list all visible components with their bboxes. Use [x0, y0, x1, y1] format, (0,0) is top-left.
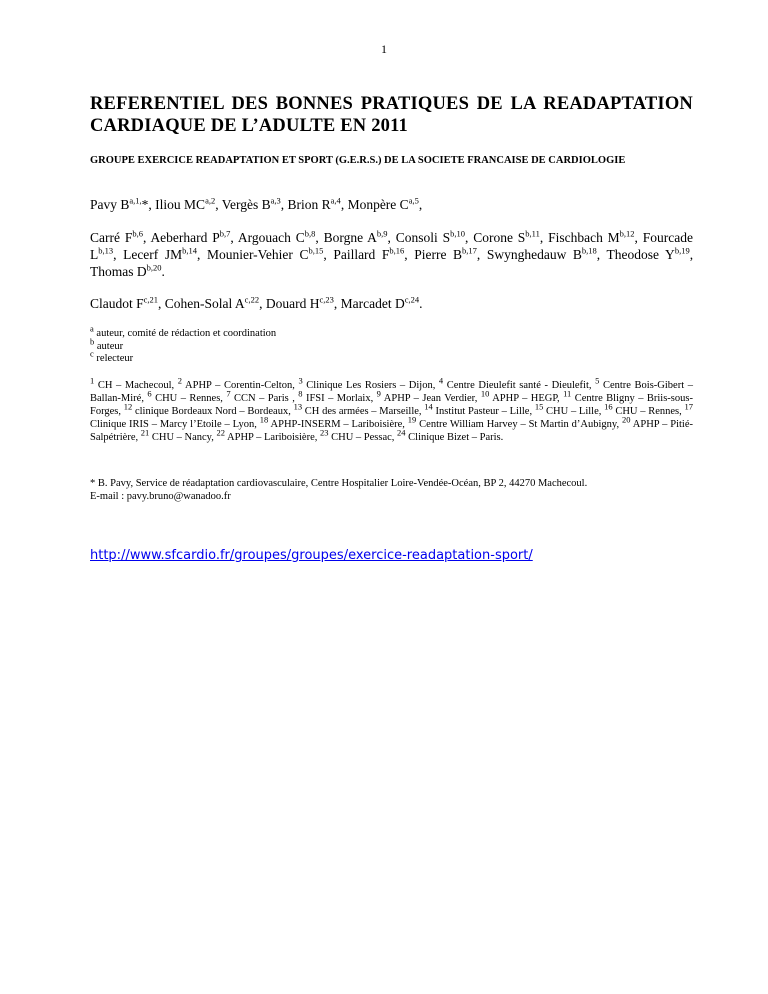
legend-text: relecteur [93, 353, 134, 364]
affiliation-number: 23 [319, 427, 329, 438]
author-affiliation-ref: b,14 [182, 245, 197, 256]
affiliation-number: 7 [226, 388, 231, 399]
author-name: Aeberhard P [150, 230, 220, 245]
author-name: Monpère C [347, 197, 409, 212]
author-name: Douard H [265, 296, 320, 311]
document-title: REFERENTIEL DES BONNES PRATIQUES DE LA READAPTATION CARDIAQUE DE L’ADULTE EN 2011 [90, 94, 693, 136]
affiliation-text: CCN – Paris , [230, 393, 299, 404]
author-separator: , [689, 247, 694, 262]
affiliation-number: 18 [259, 414, 269, 425]
affiliation-number: 14 [424, 401, 433, 412]
author-separator: , [418, 197, 423, 212]
affiliation-text: Centre William Harvey – St Martin d’Aubigny, [416, 419, 622, 430]
author-affiliation-ref: b,6 [132, 228, 143, 239]
author-separator: , [280, 197, 288, 212]
author-separator: , [259, 296, 266, 311]
author-separator: , [113, 247, 124, 262]
author-name: Borgne A [323, 230, 377, 245]
author-affiliation-ref: a,4 [330, 195, 341, 206]
author-affiliation-ref: b,8 [304, 228, 316, 239]
author-name: Iliou MC [155, 197, 206, 212]
contact-email: E-mail : pavy.bruno@wanadoo.fr [90, 491, 231, 502]
author-affiliation-ref: b,19 [674, 245, 690, 256]
author-affiliation-ref: b,17 [462, 245, 477, 256]
author-affiliation-ref: c,23 [319, 294, 334, 305]
author-name: Pierre B [414, 247, 463, 262]
affiliation-number: 9 [376, 388, 381, 399]
affiliation-number: 16 [604, 401, 613, 412]
author-name: Fischbach M [548, 230, 620, 245]
affiliation-number: 22 [216, 427, 225, 438]
legend-key: c [90, 348, 94, 359]
legend-key: b [90, 336, 95, 346]
affiliation-number: 17 [684, 401, 693, 412]
affiliation-number: 4 [438, 375, 444, 386]
author-separator: *, [141, 197, 156, 212]
legend-key: a [90, 323, 94, 334]
affiliations [90, 375, 693, 444]
author-affiliation-ref: b,7 [219, 228, 231, 239]
author-name: Fourcade L [90, 230, 693, 262]
author-separator: , [464, 230, 474, 245]
affiliation-text: CHU – Rennes, [612, 406, 685, 417]
affiliation-text: CH des armées – Marseille, [302, 406, 425, 417]
author-affiliation-ref: a,3 [270, 195, 281, 206]
author-name: Paillard F [333, 247, 390, 262]
author-name: Mounier-Vehier C [206, 247, 309, 262]
author-name: Pavy B [90, 197, 130, 212]
author-separator: , [634, 230, 643, 245]
author-affiliation-ref: b,9 [376, 228, 388, 239]
author-name: Lecerf JM [123, 247, 183, 262]
author-affiliation-ref: b,18 [581, 245, 597, 256]
affiliation-text: CHU – Pessac, [328, 432, 398, 443]
author-name: Brion R [287, 197, 331, 212]
affiliation-text: APHP – Jean Verdier, [380, 393, 481, 404]
legend-item [90, 348, 693, 366]
author-affiliation-ref: b,16 [389, 245, 405, 256]
author-separator: , [476, 247, 487, 262]
author-name: Swynghedauw B [486, 247, 582, 262]
legend-item [90, 323, 693, 341]
author-name: Thomas D [90, 264, 147, 279]
affiliation-number: 13 [293, 401, 303, 412]
affiliation-number: 20 [622, 414, 631, 425]
author-list-reviewers [90, 295, 693, 312]
author-affiliation-ref: b,11 [525, 228, 540, 239]
page-number: 1 [381, 42, 387, 56]
author-list-authors [90, 229, 693, 280]
author-name: Claudot F [90, 296, 144, 311]
author-separator: , [539, 230, 549, 245]
affiliation-text: APHP – Lariboisière, [225, 432, 320, 443]
author-name: Consoli S [395, 230, 451, 245]
author-separator: , [404, 247, 415, 262]
author-separator: , [197, 247, 207, 262]
author-name: Carré F [90, 230, 133, 245]
author-separator: , [315, 230, 324, 245]
legend-text: auteur, comité de rédaction et coordination [93, 328, 277, 339]
affiliation-number: 11 [563, 388, 572, 399]
author-separator: , [333, 296, 341, 311]
affiliation-number: 6 [147, 388, 152, 399]
author-affiliation-ref: c,24 [404, 294, 420, 305]
affiliation-number: 10 [480, 388, 490, 399]
author-separator: , [596, 247, 607, 262]
affiliation-number: 3 [298, 375, 303, 386]
affiliation-number: 1 [90, 375, 95, 386]
author-list-editors [90, 196, 693, 213]
author-separator: , [215, 197, 222, 212]
affiliation-text: Centre Dieulefit santé - Dieulefit, [443, 380, 596, 391]
author-affiliation-ref: c,21 [143, 294, 159, 305]
author-affiliation-ref: a,2 [205, 195, 216, 206]
author-separator: . [419, 296, 423, 311]
legend-text: auteur [94, 340, 124, 352]
affiliation-text: APHP – Corentin-Celton, [182, 380, 299, 391]
author-separator: , [323, 247, 334, 262]
affiliation-text: Clinique Bizet – Paris. [405, 432, 504, 443]
author-affiliation-ref: b,10 [450, 228, 465, 239]
author-name: Marcadet D [340, 296, 405, 311]
affiliation-text: clinique Bordeaux Nord – Bordeaux, [132, 406, 294, 417]
author-affiliation-ref: b,13 [98, 245, 114, 256]
author-affiliation-ref: b,15 [308, 245, 324, 256]
affiliation-number: 19 [407, 414, 417, 425]
affiliation-number: 2 [177, 375, 183, 386]
author-affiliation-ref: b,12 [619, 228, 635, 239]
role-legend [90, 323, 693, 366]
affiliation-text: Centre Bois-Gibert – Ballan-Miré, [90, 380, 693, 404]
website-link[interactable]: http://www.sfcardio.fr/groupes/groupes/exercice-readaptation-sport/ [90, 548, 533, 563]
contact-block [90, 477, 693, 503]
affiliation-text: APHP – Pitié-Salpétrière, [90, 419, 693, 443]
author-name: Corone S [473, 230, 526, 245]
document-subtitle: GROUPE EXERCICE READAPTATION ET SPORT (G.E.R.S.) DE LA SOCIETE FRANCAISE DE CARDIOLOGIE [90, 155, 626, 166]
author-name: Vergès B [221, 197, 271, 212]
author-separator: , [230, 230, 238, 245]
affiliation-text: Clinique IRIS – Marcy l’Etoile – Lyon, [90, 419, 260, 430]
affiliation-number: 5 [595, 375, 600, 386]
author-separator: , [340, 197, 348, 212]
author-affiliation-ref: c,22 [244, 294, 260, 305]
author-separator: , [387, 230, 396, 245]
author-separator: , [142, 230, 151, 245]
contact-address: * B. Pavy, Service de réadaptation cardiovasculaire, Centre Hospitalier Loire-Vendée-Océan, BP 2, 44270 Machecoul. [90, 478, 588, 489]
affiliation-text: IFSI – Morlaix, [302, 393, 377, 404]
affiliation-text: Institut Pasteur – Lille, [432, 406, 535, 417]
author-affiliation-ref: b,20 [146, 262, 162, 273]
author-separator: . [161, 264, 165, 279]
affiliation-number: 8 [298, 388, 303, 399]
author-name: Theodose Y [606, 247, 675, 262]
affiliation-number: 15 [534, 401, 544, 412]
author-separator: , [158, 296, 165, 311]
author-affiliation-ref: a,5 [408, 195, 419, 206]
author-name: Cohen-Solal A [164, 296, 245, 311]
affiliation-text: Centre Bligny – Briis-sous-Forges, [90, 393, 693, 417]
legend-item [90, 336, 693, 354]
affiliation-number: 12 [123, 401, 133, 412]
affiliation-number: 24 [397, 427, 406, 438]
author-name: Argouach C [237, 230, 305, 245]
affiliation-text: CH – Machecoul, [94, 380, 178, 391]
affiliation-text: CHU – Lille, [543, 406, 605, 417]
affiliation-text: CHU – Rennes, [151, 393, 227, 404]
affiliation-text: APHP – HEGP, [489, 393, 564, 404]
author-affiliation-ref: a,1, [129, 195, 142, 206]
affiliation-number: 21 [140, 427, 150, 438]
affiliation-text: Clinique Les Rosiers – Dijon, [302, 380, 439, 391]
affiliation-text: CHU – Nancy, [149, 432, 217, 443]
affiliation-text: APHP-INSERM – Lariboisière, [268, 419, 408, 430]
